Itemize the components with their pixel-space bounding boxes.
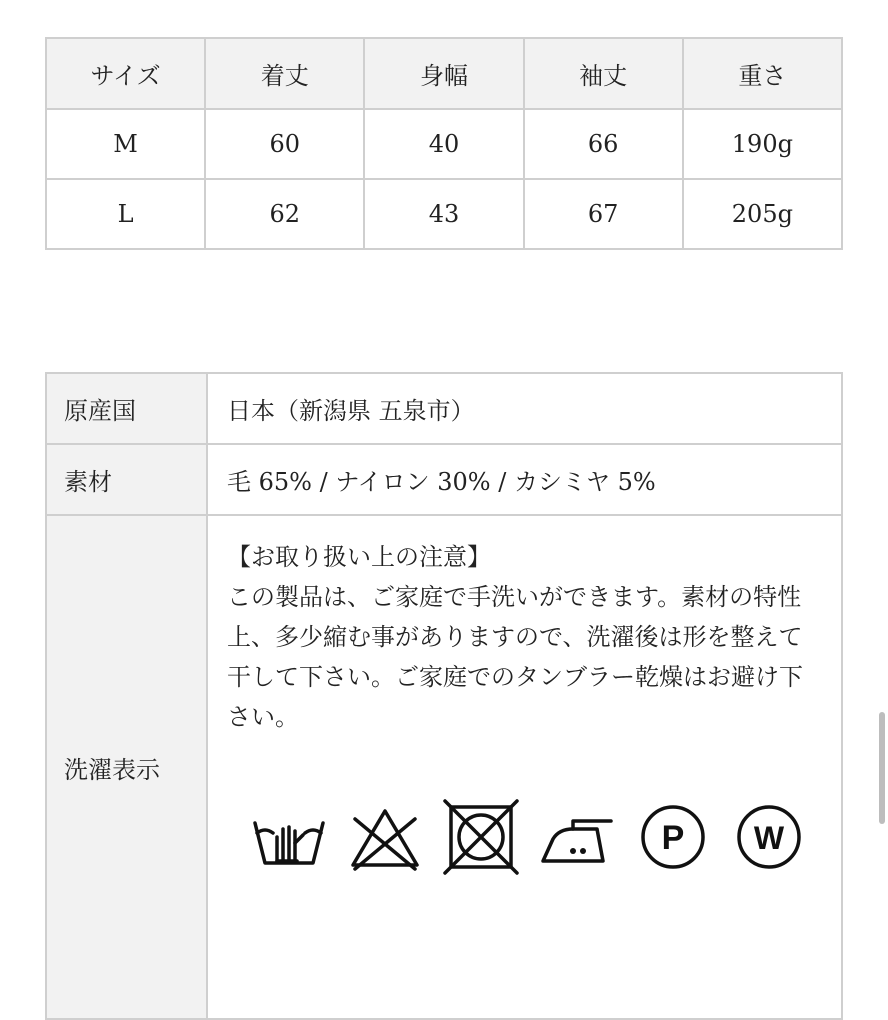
cell-length: 60 — [205, 109, 364, 179]
care-icons — [251, 799, 818, 875]
cell-sleeve: 66 — [524, 109, 683, 179]
header-length: 着丈 — [205, 38, 364, 109]
cell-size: M — [46, 109, 205, 179]
header-size: サイズ — [46, 38, 205, 109]
do-not-tumble-dry-icon — [443, 799, 519, 875]
iron-low-temp-icon — [539, 799, 615, 875]
origin-label: 原産国 — [46, 373, 207, 444]
care-text: この製品は、ご家庭で手洗いができます。素材の特性上、多少縮む事がありますので、洗濯後は形を整えて干して下さい。ご家庭でのタンブラー乾燥はお避け下さい。 — [227, 583, 803, 731]
care-label: 洗濯表示 — [46, 515, 207, 1019]
hand-wash-tub-icon — [251, 799, 327, 875]
header-width: 身幅 — [364, 38, 523, 109]
table-row — [46, 109, 842, 179]
wet-clean-w-icon — [731, 799, 807, 875]
material-row — [46, 444, 842, 515]
material-value: 毛 65% / ナイロン 30% / カシミヤ 5% — [207, 444, 842, 515]
svg-text:P: P — [661, 819, 685, 857]
cell-width: 40 — [364, 109, 523, 179]
size-table — [45, 37, 843, 250]
cell-length: 62 — [205, 179, 364, 249]
cell-weight: 205g — [683, 179, 842, 249]
cell-weight: 190g — [683, 109, 842, 179]
origin-value: 日本（新潟県 五泉市） — [207, 373, 842, 444]
material-label: 素材 — [46, 444, 207, 515]
origin-row — [46, 373, 842, 444]
table-row — [46, 179, 842, 249]
svg-text:W: W — [753, 820, 785, 856]
product-info-table — [45, 372, 843, 1020]
cell-sleeve: 67 — [524, 179, 683, 249]
care-row — [46, 515, 842, 1019]
dry-clean-p-icon — [635, 799, 711, 875]
cell-width: 43 — [364, 179, 523, 249]
care-content — [227, 517, 840, 875]
do-not-bleach-icon — [347, 799, 423, 875]
scrollbar[interactable] — [879, 712, 885, 824]
cell-size: L — [46, 179, 205, 249]
size-table-header-row — [46, 38, 842, 109]
header-sleeve: 袖丈 — [524, 38, 683, 109]
header-weight: 重さ — [683, 38, 842, 109]
care-cell — [207, 515, 842, 1019]
care-heading: 【お取り扱い上の注意】 — [227, 543, 491, 571]
